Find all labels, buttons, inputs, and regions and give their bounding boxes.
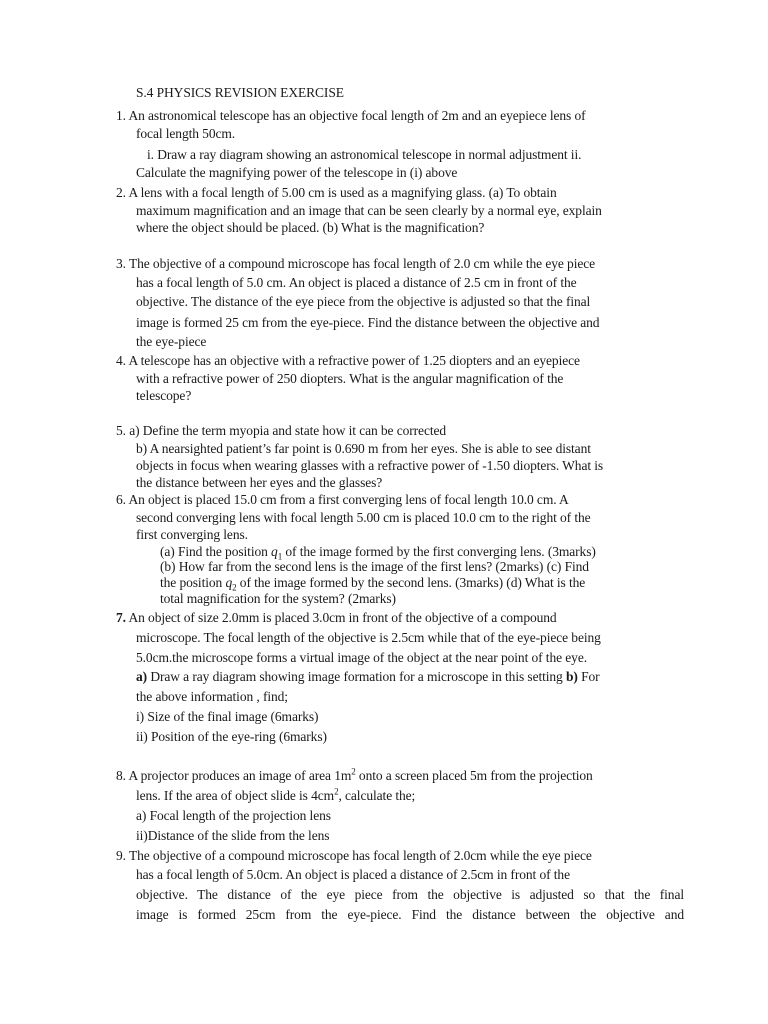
- question-5-line-2: b) A nearsighted patient’s far point is 0.690 m from her eyes. She is able to see distant: [136, 441, 591, 456]
- question-9-line-4: image is formed 25cm from the eye-piece. Find the distance between the objective and: [136, 907, 684, 922]
- q8-superscript-1: 2: [351, 766, 356, 777]
- question-6-line-7: total magnification for the system? (2marks): [160, 591, 396, 606]
- q7-part-b-label: b): [565, 669, 578, 684]
- q8-line-2-text: lens. If the area of object slide is 4cm: [136, 788, 335, 803]
- question-9-line-1: 9. The objective of a compound microscope has focal length of 2.0cm while the eye piece: [116, 848, 592, 863]
- question-6-line-5: (b) How far from the second lens is the image of the first lens? (2marks) (c) Find: [160, 559, 589, 574]
- question-6-line-2: second converging lens with focal length 5.00 cm is placed 10.0 cm to the right of the: [136, 510, 591, 525]
- question-4-line-3: telescope?: [136, 388, 192, 403]
- q7-line-1-text: An object of size 2.0mm is placed 3.0cm in front of the objective of a compound: [125, 610, 557, 625]
- q7-part-a-text: Draw a ray diagram showing image formation for a microscope in this setting: [147, 669, 566, 684]
- question-2-line-2: maximum magnification and an image that can be seen clearly by a normal eye, explain: [136, 203, 602, 218]
- question-6-line-3: first converging lens.: [136, 527, 248, 542]
- q6-subscript-2: 2: [232, 582, 237, 593]
- q8-line-2-rest: , calculate the;: [338, 788, 416, 803]
- question-1-line-3: i. Draw a ray diagram showing an astronomical telescope in normal adjustment ii.: [147, 147, 582, 162]
- question-1-line-2: focal length 50cm.: [136, 126, 236, 141]
- question-1-line-1: 1. An astronomical telescope has an objective focal length of 2m and an eyepiece lens of: [116, 108, 586, 123]
- question-7-line-4: [136, 668, 600, 685]
- question-3-line-2: has a focal length of 5.0 cm. An object is placed a distance of 2.5 cm in front of the: [136, 275, 577, 290]
- question-8-line-4: ii)Distance of the slide from the lens: [136, 828, 330, 843]
- question-2-line-3: where the object should be placed. (b) What is the magnification?: [136, 220, 485, 235]
- question-7-line-3: 5.0cm.the microscope forms a virtual image of the object at the near point of the eye.: [136, 650, 587, 665]
- question-7-line-6: i) Size of the final image (6marks): [136, 709, 319, 724]
- question-8-line-1: [116, 767, 593, 784]
- q6-subscript-1: 1: [277, 551, 283, 562]
- q7-number: 7.: [116, 610, 126, 625]
- question-7-line-1: [116, 609, 557, 626]
- q6-variable-q2: q: [225, 575, 233, 590]
- question-8-line-2: [136, 787, 415, 804]
- question-8-line-3: a) Focal length of the projection lens: [136, 808, 331, 823]
- question-9-line-2: has a focal length of 5.0cm. An object is placed a distance of 2.5cm in front of the: [136, 867, 570, 882]
- question-3-line-4: image is formed 25 cm from the eye-piece. Find the distance between the objective and: [136, 315, 600, 330]
- question-5-line-1: 5. a) Define the term myopia and state how it can be corrected: [116, 423, 447, 438]
- question-1-line-4: Calculate the magnifying power of the telescope in (i) above: [136, 165, 458, 180]
- question-5-line-4: the distance between her eyes and the glasses?: [136, 475, 383, 490]
- question-3-line-1: 3. The objective of a compound microscope has focal length of 2.0 cm while the eye piece: [116, 256, 596, 271]
- question-2-line-1: 2. A lens with a focal length of 5.00 cm is used as a magnifying glass. (a) To obtain: [116, 185, 557, 200]
- question-7-line-5: the above information , find;: [136, 689, 288, 704]
- q8-line-1-text: 8. A projector produces an image of area 1m: [116, 768, 352, 783]
- question-6-line-6: [160, 574, 585, 591]
- q6-part-a-text: (a) Find the position: [160, 544, 272, 559]
- question-9-line-3: objective. The distance of the eye piece from the objective is adjusted so that the final: [136, 887, 684, 902]
- q8-line-1-rest: onto a screen placed 5m from the projection: [355, 768, 593, 783]
- question-4-line-2: with a refractive power of 250 diopters. What is the angular magnification of the: [136, 371, 564, 386]
- q8-superscript-2: 2: [334, 786, 339, 797]
- page-title: S.4 PHYSICS REVISION EXERCISE: [136, 85, 344, 100]
- q7-part-a-label: a): [136, 669, 148, 684]
- question-3-line-5: the eye-piece: [136, 334, 207, 349]
- q6-part-c-rest: of the image formed by the second lens. (3marks) (d) What is the: [236, 575, 586, 590]
- question-5-line-3: objects in focus when wearing glasses with a refractive power of -1.50 diopters. What is: [136, 458, 604, 473]
- q6-variable-q: q: [271, 544, 278, 559]
- question-7-line-2: microscope. The focal length of the objective is 2.5cm while that of the eye-piece being: [136, 630, 601, 645]
- q6-part-c-text: the position: [160, 575, 226, 590]
- question-4-line-1: 4. A telescope has an objective with a refractive power of 1.25 diopters and an eyepiece: [116, 353, 580, 368]
- question-6-line-1: 6. An object is placed 15.0 cm from a first converging lens of focal length 10.0 cm. A: [116, 492, 569, 507]
- q6-part-a-rest: of the image formed by the first converging lens. (3marks): [282, 544, 596, 559]
- question-3-line-3: objective. The distance of the eye piece from the objective is adjusted so that the final: [136, 294, 591, 309]
- question-7-line-7: ii) Position of the eye-ring (6marks): [136, 729, 327, 744]
- q7-part-b-text: For: [577, 669, 600, 684]
